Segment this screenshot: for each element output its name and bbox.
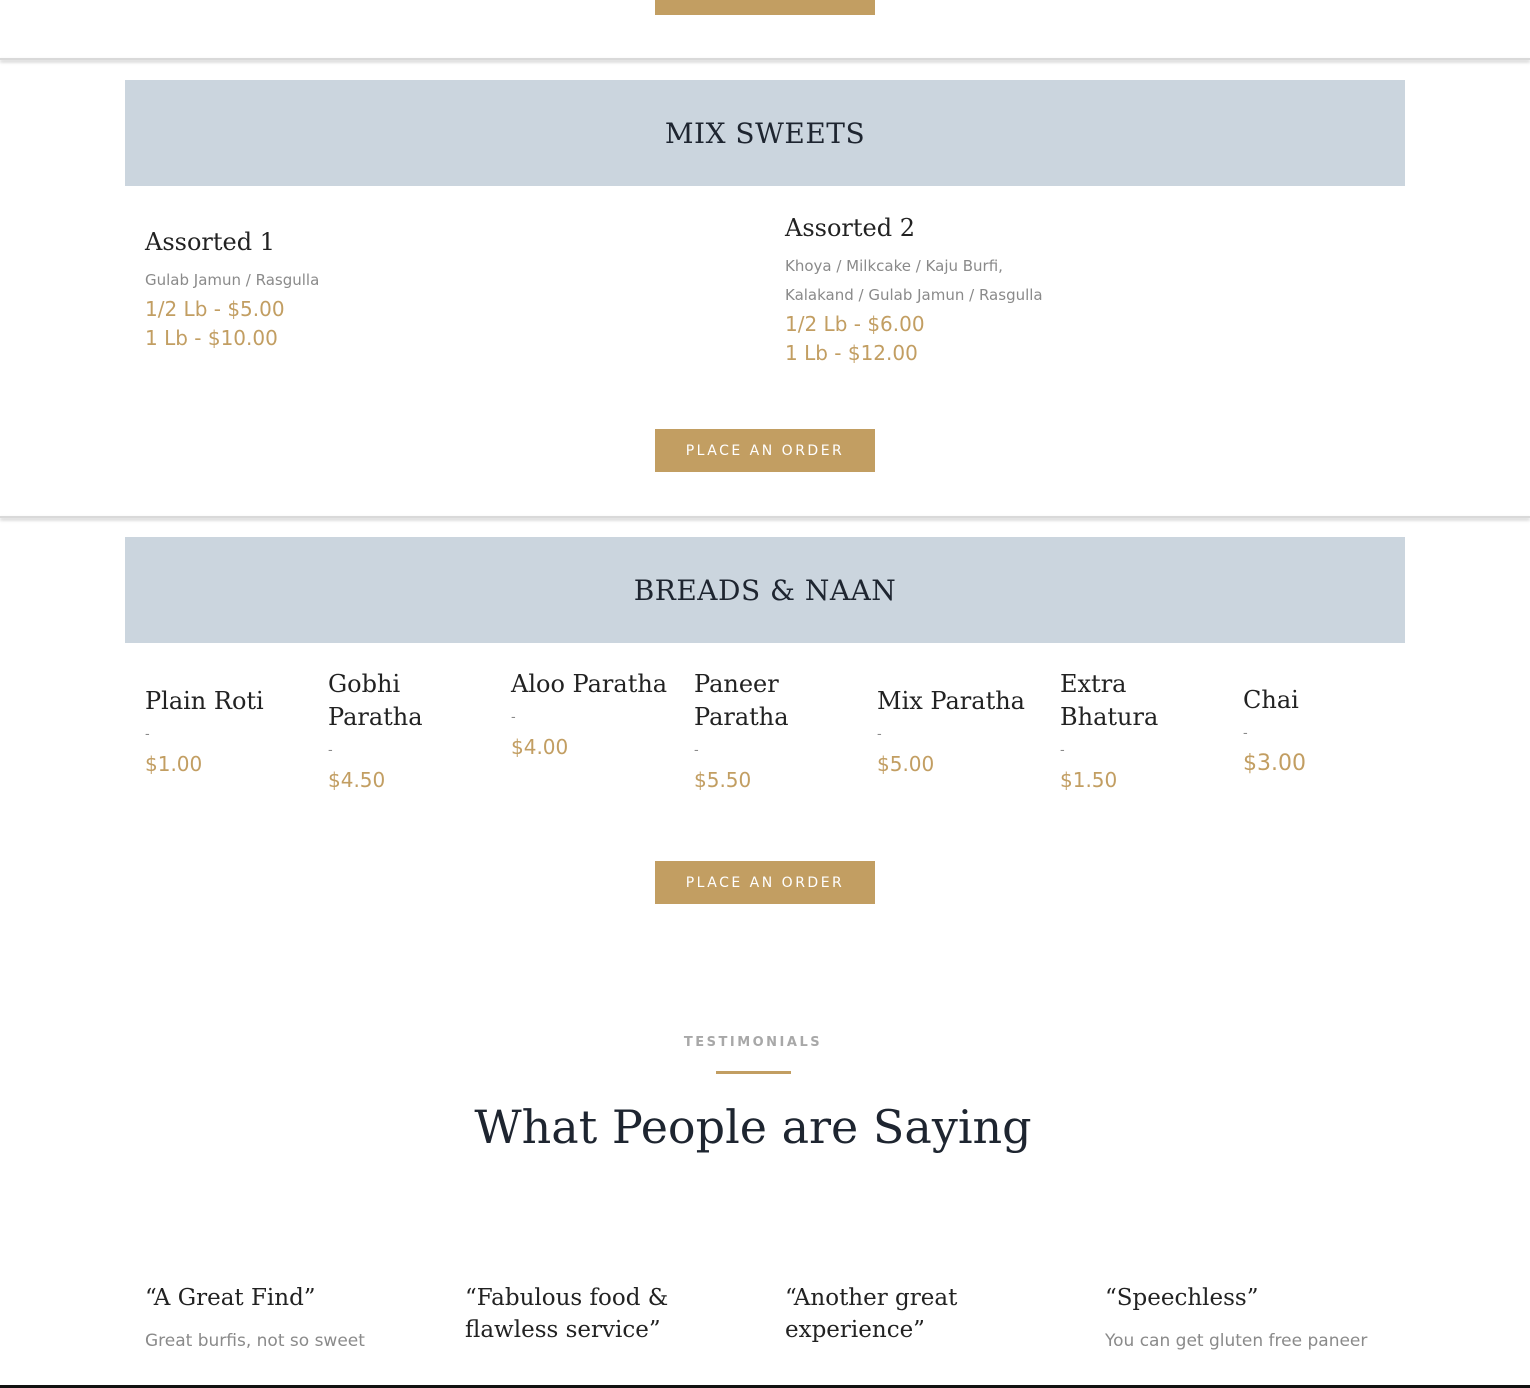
previous-order-button[interactable] — [655, 0, 875, 15]
mix-sweets-title: MIX SWEETS — [664, 116, 866, 150]
item-dash: - — [694, 743, 699, 758]
item-price: $3.00 — [1243, 751, 1306, 776]
eyebrow-underline — [716, 1071, 791, 1074]
item-name: Plain Roti — [145, 687, 264, 715]
item-dash: - — [1243, 726, 1248, 741]
place-order-button[interactable]: PLACE AN ORDER — [655, 429, 875, 472]
item-description: Gulab Jamun / Rasgulla — [145, 271, 320, 290]
item-name: Mix Paratha — [877, 687, 1025, 715]
item-price: 1 Lb - $10.00 — [145, 326, 278, 351]
testimonial-card — [1105, 1282, 1395, 1356]
testimonials-eyebrow: TESTIMONIALS — [683, 1035, 823, 1050]
item-name: Chai — [1243, 686, 1299, 714]
testimonial-title: “Speechless” — [1105, 1285, 1259, 1311]
testimonial-card — [785, 1282, 1075, 1358]
testimonial-title: “A Great Find” — [145, 1285, 316, 1311]
item-price: $4.00 — [511, 735, 569, 759]
item-price: $5.50 — [694, 768, 752, 792]
item-name: Aloo Paratha — [511, 670, 668, 698]
section-divider — [0, 58, 1530, 60]
item-name: Extra Bhatura — [1060, 670, 1159, 731]
testimonial-title: “Another great experience” — [785, 1285, 958, 1343]
section-divider — [0, 516, 1530, 518]
testimonial-body: Great burfis, not so sweet — [145, 1331, 365, 1351]
menu-item-gobhi-paratha — [328, 668, 498, 795]
item-name: Paneer Paratha — [694, 670, 789, 731]
item-price: $1.00 — [145, 752, 203, 776]
menu-item-mix-paratha — [877, 685, 1047, 779]
testimonials-heading: What People are Saying — [474, 1100, 1032, 1154]
menu-item-extra-bhatura — [1060, 668, 1230, 795]
place-order-button[interactable]: PLACE AN ORDER — [655, 861, 875, 904]
item-price: $4.50 — [328, 768, 386, 792]
testimonial-title: “Fabulous food & flawless service” — [465, 1285, 669, 1343]
menu-item-assorted-1 — [145, 226, 705, 353]
testimonial-body: You can get gluten free paneer — [1105, 1331, 1368, 1351]
breads-title: BREADS & NAAN — [633, 573, 897, 607]
item-price: 1 Lb - $12.00 — [785, 341, 918, 366]
mix-sweets-header — [125, 80, 1405, 186]
breads-header — [125, 537, 1405, 643]
item-price: $1.50 — [1060, 768, 1118, 792]
item-name: Assorted 1 — [145, 228, 275, 256]
item-dash: - — [328, 743, 333, 758]
item-dash: - — [877, 727, 882, 742]
menu-item-paneer-paratha — [694, 668, 864, 795]
item-dash: - — [1060, 743, 1065, 758]
item-description — [785, 252, 1345, 310]
item-name: Assorted 2 — [785, 214, 915, 242]
item-price: 1/2 Lb - $6.00 — [785, 312, 925, 337]
menu-item-aloo-paratha — [511, 668, 681, 762]
item-dash: - — [511, 710, 516, 725]
testimonial-card — [465, 1282, 755, 1358]
testimonial-card — [145, 1282, 435, 1356]
item-price: $5.00 — [877, 752, 935, 776]
item-name: Gobhi Paratha — [328, 670, 423, 731]
item-price: 1/2 Lb - $5.00 — [145, 297, 285, 322]
menu-item-chai — [1243, 684, 1413, 778]
item-dash: - — [145, 727, 150, 742]
menu-item-assorted-2 — [785, 212, 1345, 368]
menu-item-plain-roti — [145, 685, 315, 779]
item-description-line: Khoya / Milkcake / Kaju Burfi, — [785, 257, 1003, 276]
item-description-line: Kalakand / Gulab Jamun / Rasgulla — [785, 286, 1043, 305]
